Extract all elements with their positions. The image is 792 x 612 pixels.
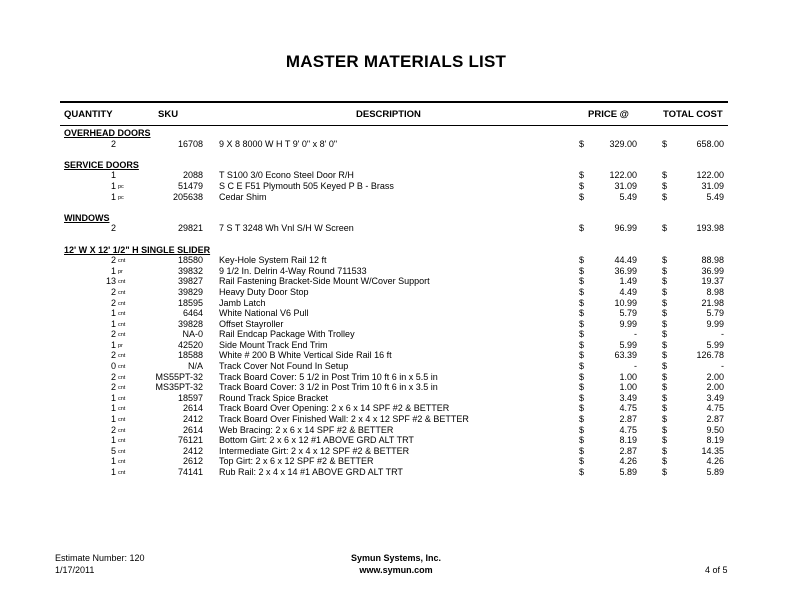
total-currency: $ [662,276,668,287]
total-currency: $ [662,414,668,425]
price-currency: $ [579,170,585,181]
price-cell: 10.99 [614,297,637,308]
total-currency: $ [662,329,668,340]
quantity-cell: 1 [110,265,116,276]
estimate-date: 1/17/2011 [55,565,95,575]
company-website: www.symun.com [359,565,433,575]
total-cell: 4.75 [706,403,724,414]
price-cell: 329.00 [609,138,637,149]
price-cell: 1.49 [619,276,637,287]
price-currency: $ [579,424,585,435]
quantity-cell: 2 [110,350,116,361]
price-cell: 96.99 [614,223,637,234]
total-cell: 122.00 [696,170,724,181]
quantity-cell: 1 [110,467,116,477]
quantity-cell: 2 [110,329,116,340]
total-currency: $ [662,297,668,308]
table-row [0,340,792,351]
price-currency: $ [579,297,585,308]
total-currency: $ [662,424,668,435]
price-currency: $ [579,276,585,287]
total-currency: $ [662,308,668,319]
price-currency: $ [579,467,585,477]
price-currency: $ [579,339,585,350]
quantity-cell: 1 [110,180,116,191]
table-row [0,319,792,330]
table-row [0,255,792,266]
unit-label: pr [118,268,123,275]
description-cell: Track Board Over Finished Wall: 2 x 4 x 12 SPF #2 & BETTER [219,414,469,425]
sku-cell: 39832 [177,265,203,276]
section-header [0,128,792,139]
total-currency: $ [662,339,668,350]
unit-label: cnt [118,289,126,296]
quantity-cell: 1 [110,191,116,202]
header-underline [60,125,728,126]
sku-cell: 51479 [177,180,203,191]
total-cell: 5.49 [706,191,724,202]
unit-label: cnt [118,332,126,339]
table-row [0,435,792,446]
price-currency: $ [579,308,585,319]
sku-cell: 18597 [177,392,203,403]
price-currency: $ [579,329,585,340]
unit-label: pr [118,342,123,349]
price-cell: 31.09 [614,180,637,191]
unit-label: cnt [118,353,126,360]
unit-label: cnt [118,427,126,434]
price-currency: $ [579,255,585,266]
description-cell: Heavy Duty Door Stop [219,286,309,297]
price-cell: 9.99 [619,318,637,329]
unit-label: pc [118,183,124,190]
total-cell: 4.26 [706,456,724,467]
description-cell: 9 X 8 8000 W H T 9' 0" x 8' 0" [219,138,338,149]
table-row [0,372,792,383]
total-currency: $ [662,255,668,266]
price-cell: 4.26 [619,456,637,467]
sku-cell: 42520 [177,339,203,350]
total-currency: $ [662,392,668,403]
table-row [0,181,792,192]
description-cell: 9 1/2 In. Delrin 4-Way Round 711533 [219,265,367,276]
price-cell: 4.75 [619,424,637,435]
table-row [0,298,792,309]
quantity-cell: 1 [110,392,116,403]
description-cell: White # 200 B White Vertical Side Rail 16 ft [219,350,392,361]
sku-cell: 39829 [177,286,203,297]
unit-label: cnt [118,258,126,265]
col-header-price: PRICE @ [588,109,629,120]
section-header [0,245,792,256]
price-cell: 5.99 [619,339,637,350]
description-cell: Rail Fastening Bracket-Side Mount W/Cover Support [219,276,430,287]
quantity-cell: 2 [110,424,116,435]
description-cell: Intermediate Girt: 2 x 4 x 12 SPF #2 & BETTER [219,445,410,456]
header-rule [60,101,728,103]
section-header [0,160,792,171]
table-row [0,170,792,181]
table-row [0,329,792,340]
company-name: Symun Systems, Inc. [350,553,442,563]
col-header-quantity: QUANTITY [64,109,113,120]
price-currency: $ [579,286,585,297]
description-cell: Track Cover Not Found In Setup [219,361,349,372]
description-cell: Jamb Latch [219,297,266,308]
price-cell: 5.89 [619,467,637,477]
description-cell: Track Board Cover: 3 1/2 in Post Trim 10 ft 6 in x 3.5 in [219,382,438,393]
total-cell: 8.19 [706,435,724,446]
description-cell: Bottom Girt: 2 x 6 x 12 #1 ABOVE GRD ALT TRT [219,435,414,446]
sku-cell: N/A [187,361,203,372]
total-currency: $ [662,223,668,234]
quantity-cell: 1 [110,308,116,319]
total-currency: $ [662,350,668,361]
sku-cell: MS35PT-32 [155,382,203,393]
sku-cell: 205638 [172,191,203,202]
description-cell: Offset Stayroller [219,318,284,329]
price-cell: - [634,361,637,372]
price-currency: $ [579,138,585,149]
price-currency: $ [579,403,585,414]
quantity-cell: 2 [110,223,116,234]
total-cell: 19.37 [701,276,724,287]
sku-cell: 18580 [177,255,203,266]
table-row [0,414,792,425]
price-currency: $ [579,392,585,403]
table-row [0,223,792,234]
total-currency: $ [662,286,668,297]
total-cell: 88.98 [701,255,724,266]
unit-label: cnt [118,385,126,392]
total-cell: 193.98 [696,223,724,234]
price-cell: 2.87 [619,445,637,456]
description-cell: T S100 3/0 Econo Steel Door R/H [219,170,354,181]
sku-cell: 39827 [177,276,203,287]
price-currency: $ [579,191,585,202]
quantity-cell: 1 [110,318,116,329]
description-cell: 7 S T 3248 Wh Vnl S/H W Screen [219,223,354,234]
total-cell: 5.89 [706,467,724,477]
description-cell: Key-Hole System Rail 12 ft [219,255,327,266]
quantity-cell: 0 [110,361,116,372]
unit-label: cnt [118,374,126,381]
price-currency: $ [579,350,585,361]
description-cell: Rub Rail: 2 x 4 x 14 #1 ABOVE GRD ALT TRT [219,467,403,477]
col-header-description: DESCRIPTION [356,109,421,120]
table-row [0,467,792,478]
price-currency: $ [579,435,585,446]
total-currency: $ [662,371,668,382]
section-header [0,213,792,224]
total-cell: 8.98 [706,286,724,297]
quantity-cell: 1 [110,456,116,467]
sku-cell: 2614 [182,424,203,435]
quantity-cell: 1 [110,435,116,446]
description-cell: Top Girt: 2 x 6 x 12 SPF #2 & BETTER [219,456,374,467]
unit-label: cnt [118,438,126,445]
price-cell: - [634,329,637,340]
quantity-cell: 2 [110,286,116,297]
section-title: 12' W X 12' 1/2" H SINGLE SLIDER [64,244,211,255]
table-row [0,192,792,203]
total-currency: $ [662,467,668,477]
spacer-row [0,234,792,245]
price-cell: 1.00 [619,382,637,393]
quantity-cell: 1 [110,170,116,181]
description-cell: White National V6 Pull [219,308,309,319]
total-currency: $ [662,382,668,393]
total-cell: 5.79 [706,308,724,319]
quantity-cell: 1 [110,414,116,425]
description-cell: Rail Endcap Package With Trolley [219,329,355,340]
price-cell: 44.49 [614,255,637,266]
price-currency: $ [579,180,585,191]
quantity-cell: 13 [105,276,116,287]
table-row [0,425,792,436]
total-currency: $ [662,180,668,191]
sku-cell: 39828 [177,318,203,329]
total-currency: $ [662,456,668,467]
table-row [0,446,792,457]
sku-cell: 2614 [182,403,203,414]
price-cell: 36.99 [614,265,637,276]
sku-cell: 2088 [182,170,203,181]
spacer-row [0,202,792,213]
table-row [0,393,792,404]
estimate-number: Estimate Number: 120 [55,553,145,563]
page-number: 4 of 5 [705,565,728,575]
table-row [0,456,792,467]
price-cell: 2.87 [619,414,637,425]
description-cell: Round Track Spice Bracket [219,392,329,403]
quantity-cell: 2 [110,255,116,266]
sku-cell: 18588 [177,350,203,361]
description-cell: Track Board Cover: 5 1/2 in Post Trim 10 ft 6 in x 5.5 in [219,371,438,382]
price-cell: 1.00 [619,371,637,382]
table-row [0,266,792,277]
sku-cell: 16708 [177,138,203,149]
sku-cell: 18595 [177,297,203,308]
price-cell: 4.75 [619,403,637,414]
table-row [0,403,792,414]
total-cell: 2.00 [706,382,724,393]
total-currency: $ [662,191,668,202]
price-currency: $ [579,456,585,467]
price-cell: 5.49 [619,191,637,202]
total-cell: 14.35 [701,445,724,456]
price-cell: 5.79 [619,308,637,319]
table-row [0,276,792,287]
unit-label: cnt [118,279,126,286]
sku-cell: MS55PT-32 [155,371,203,382]
description-cell: Side Mount Track End Trim [219,339,328,350]
table-row [0,361,792,372]
total-currency: $ [662,361,668,372]
sku-cell: 2412 [182,414,203,425]
unit-label: cnt [118,448,126,455]
price-cell: 63.39 [614,350,637,361]
total-cell: 5.99 [706,339,724,350]
total-cell: 2.87 [706,414,724,425]
total-currency: $ [662,445,668,456]
materials-table [0,128,792,478]
total-cell: 31.09 [701,180,724,191]
spacer-row [0,149,792,160]
quantity-cell: 1 [110,403,116,414]
price-currency: $ [579,382,585,393]
total-cell: 2.00 [706,371,724,382]
total-cell: 21.98 [701,297,724,308]
total-cell: 9.99 [706,318,724,329]
quantity-cell: 2 [110,371,116,382]
sku-cell: 76121 [177,435,203,446]
total-currency: $ [662,318,668,329]
total-currency: $ [662,170,668,181]
total-currency: $ [662,265,668,276]
table-row [0,382,792,393]
sku-cell: 29821 [177,223,203,234]
sku-cell: 74141 [177,467,203,477]
page-title: MASTER MATERIALS LIST [285,52,507,71]
col-header-total: TOTAL COST [663,109,723,120]
price-currency: $ [579,265,585,276]
total-currency: $ [662,435,668,446]
unit-label: cnt [118,300,126,307]
col-header-sku: SKU [158,109,179,120]
total-currency: $ [662,138,668,149]
total-cell: - [721,329,724,340]
unit-label: pc [118,194,124,201]
price-currency: $ [579,318,585,329]
unit-label: cnt [118,364,126,371]
total-cell: 3.49 [706,392,724,403]
price-currency: $ [579,223,585,234]
table-row [0,350,792,361]
price-currency: $ [579,445,585,456]
quantity-cell: 2 [110,297,116,308]
sku-cell: NA-0 [182,329,203,340]
section-title: OVERHEAD DOORS [64,128,151,138]
section-title: WINDOWS [64,212,110,223]
quantity-cell: 1 [110,339,116,350]
total-cell: 658.00 [696,138,724,149]
price-cell: 122.00 [609,170,637,181]
price-cell: 8.19 [619,435,637,446]
unit-label: cnt [118,470,126,476]
price-currency: $ [579,361,585,372]
total-cell: 9.50 [706,424,724,435]
sku-cell: 2412 [182,445,203,456]
price-currency: $ [579,371,585,382]
price-currency: $ [579,414,585,425]
unit-label: cnt [118,459,126,466]
description-cell: Track Board Over Opening: 2 x 6 x 14 SPF #2 & BETTER [219,403,450,414]
unit-label: cnt [118,417,126,424]
sku-cell: 6464 [182,308,203,319]
total-cell: - [721,361,724,372]
price-cell: 3.49 [619,392,637,403]
description-cell: S C E F51 Plymouth 505 Keyed P B - Brass [219,180,394,191]
description-cell: Cedar Shim [219,191,267,202]
table-row [0,287,792,298]
unit-label: cnt [118,321,126,328]
unit-label: cnt [118,395,126,402]
total-cell: 36.99 [701,265,724,276]
unit-label: cnt [118,311,126,318]
price-cell: 4.49 [619,286,637,297]
description-cell: Web Bracing: 2 x 6 x 14 SPF #2 & BETTER [219,424,394,435]
total-currency: $ [662,403,668,414]
total-cell: 126.78 [696,350,724,361]
table-row [0,308,792,319]
quantity-cell: 5 [110,445,116,456]
quantity-cell: 2 [110,138,116,149]
table-row [0,139,792,150]
sku-cell: 2612 [182,456,203,467]
quantity-cell: 2 [110,382,116,393]
section-title: SERVICE DOORS [64,159,139,170]
unit-label: cnt [118,406,126,413]
